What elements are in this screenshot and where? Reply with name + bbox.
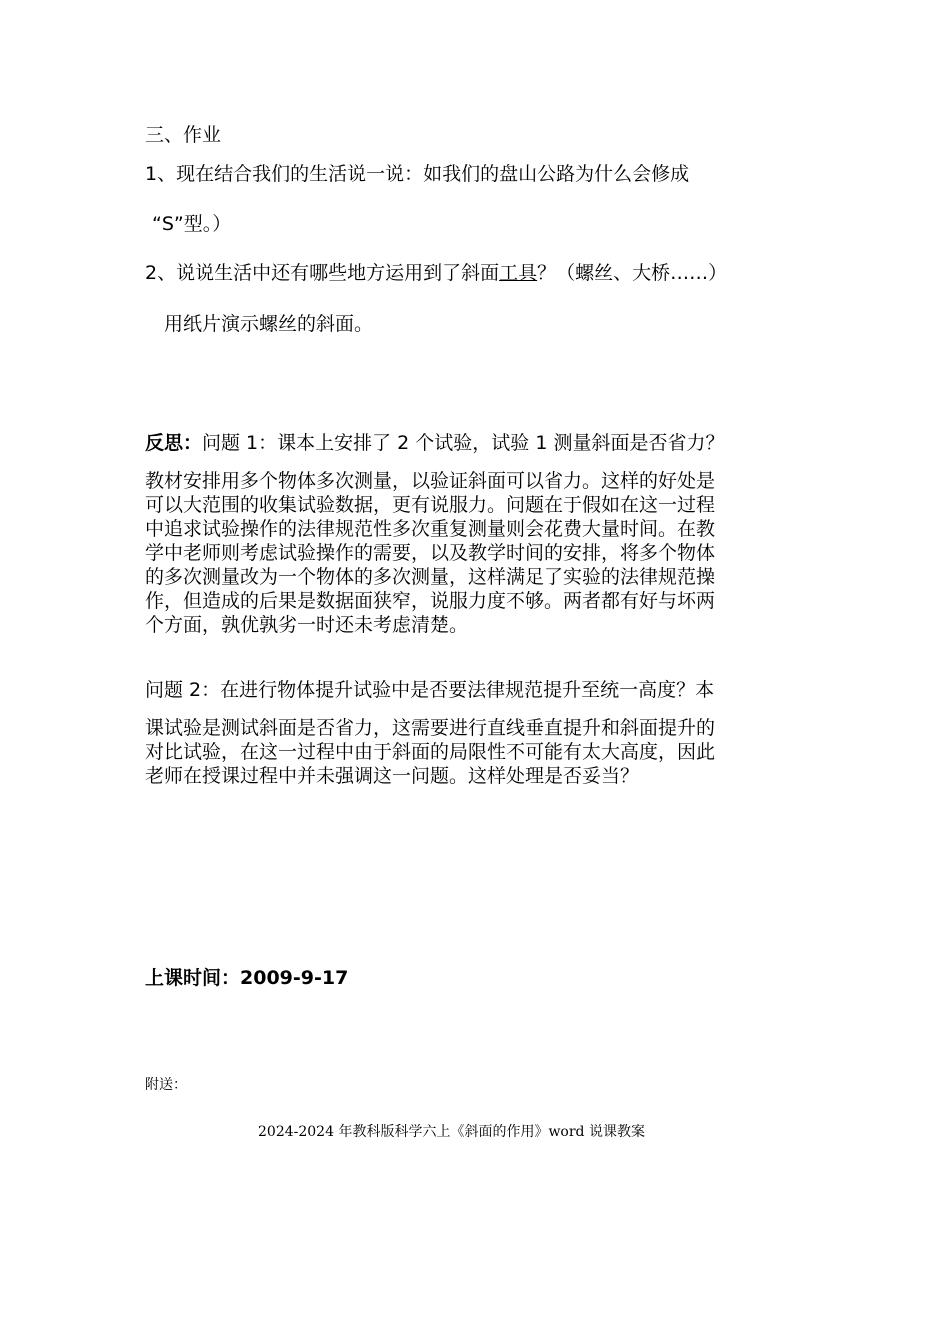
reflection-question-1-body	[145, 469, 795, 637]
class-time-value: 2009-9-17	[240, 967, 349, 989]
class-time	[145, 964, 348, 992]
homework-question-2	[145, 259, 727, 287]
homework-question-2-examples: ？（螺丝、大桥……）	[537, 262, 728, 284]
paragraph-line: 课试验是测试斜面是否省力，这需要进行直线垂直提升和斜面提升的	[145, 717, 716, 739]
appendix-title: 2024-2024 年教科版科学六上《斜面的作用》word 说课教案	[258, 1124, 645, 1140]
reflection-question-2-body	[145, 716, 795, 788]
reflection-label: 反思：	[145, 432, 203, 454]
paragraph-line: 个方面，孰优孰劣一时还未考虑清楚。	[145, 614, 469, 636]
paragraph-line: 可以大范围的收集试验数据，更有说服力。问题在于假如在这一过程	[145, 494, 716, 516]
paragraph-line: 老师在授课过程中并未强调这一问题。这样处理是否妥当？	[145, 765, 640, 787]
paragraph-line: 的多次测量改为一个物体的多次测量，这样满足了实验的法律规范操	[145, 566, 716, 588]
class-time-label: 上课时间：	[145, 967, 241, 989]
appendix-label: 附送：	[145, 1077, 187, 1093]
homework-demo-note: 用纸片演示螺丝的斜面。	[164, 313, 374, 335]
paragraph-line: 对比试验，在这一过程中由于斜面的局限性不可能有太大高度，因此	[145, 741, 716, 763]
homework-question-1-continued: “S”型。）	[152, 213, 232, 235]
homework-heading: 三、作业	[145, 124, 222, 146]
homework-question-2-text: 2、说说生活中还有哪些地方运用到了斜面	[145, 262, 500, 284]
reflection-question-2-title: 问题 2：在进行物体提升试验中是否要法律规范提升至统一高度？本	[145, 679, 715, 701]
paragraph-line: 学中老师则考虑试验操作的需要，以及教学时间的安排，将多个物体	[145, 542, 716, 564]
reflection-question-1-heading: 问题 1：课本上安排了 2 个试验，试验 1 测量斜面是否省力？	[202, 432, 725, 454]
paragraph-line: 教材安排用多个物体多次测量，以验证斜面可以省力。这样的好处是	[145, 470, 716, 492]
homework-question-1: 1、现在结合我们的生活说一说：如我们的盘山公路为什么会修成	[145, 163, 690, 185]
paragraph-line: 作，但造成的后果是数据面狭窄，说服力度不够。两者都有好与坏两	[145, 590, 716, 612]
paragraph-line: 中追求试验操作的法律规范性多次重复测量则会花费大量时间。在教	[145, 518, 716, 540]
homework-question-2-underlined: 工具	[499, 262, 538, 284]
reflection-question-1-title	[145, 429, 724, 457]
